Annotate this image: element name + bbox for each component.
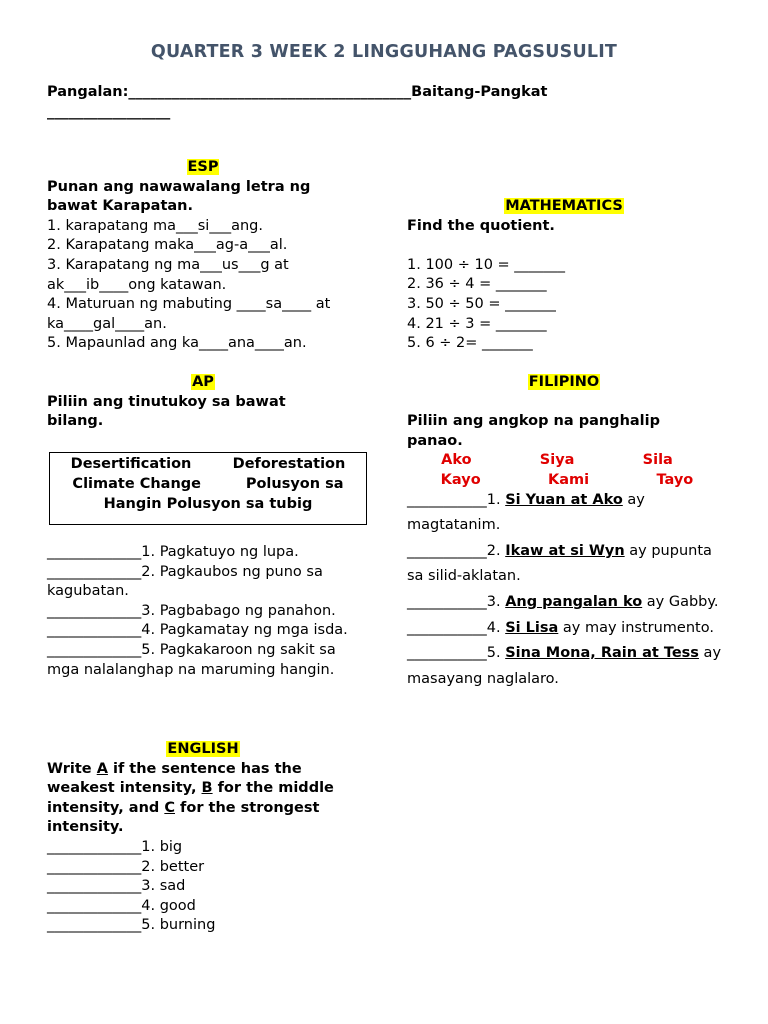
english-item: _____________2. better — [47, 858, 205, 875]
esp-instruction: Punan ang nawawalang letra ng bawat Karapatan. — [47, 178, 311, 215]
ap-heading: AP — [192, 374, 214, 390]
ap-choice: Climate Change — [72, 476, 201, 492]
math-item: 5. 6 ÷ 2= _______ — [407, 335, 533, 352]
ap-item: _____________1. Pagkatuyo ng lupa. — [47, 544, 299, 560]
math-section — [407, 197, 727, 354]
english-heading: ENGLISH — [167, 741, 239, 757]
esp-item: 3. Karapatang ng ma___us___g at ak___ib____ong katawan. — [47, 256, 289, 293]
esp-section — [47, 158, 347, 354]
ap-choice: Desertification — [70, 456, 192, 472]
english-instruction: Write A if the sentence has the weakest intensity, B for the middle intensity, and C for the strongest intensity. — [47, 760, 334, 836]
ap-choice: Hangin Polusyon sa tubig — [103, 496, 313, 512]
math-item: 3. 50 ÷ 50 = _______ — [407, 295, 556, 312]
english-item: _____________5. burning — [47, 917, 216, 934]
english-item: _____________3. sad — [47, 878, 186, 895]
esp-item: 5. Mapaunlad ang ka____ana____an. — [47, 335, 307, 352]
name-blank: _______________________________________ — [128, 84, 412, 100]
math-instruction: Find the quotient. — [407, 217, 555, 234]
filipino-item: ___________3. Ang pangalan ko ay Gabby. — [407, 593, 719, 610]
filipino-item: ___________4. Si Lisa ay may instrumento. — [407, 619, 714, 636]
ap-choices-box — [49, 452, 367, 525]
pronoun: Kayo — [440, 471, 481, 488]
english-item: _____________1. big — [47, 838, 183, 855]
ap-item: _____________5. Pagkakaroon ng sakit sa mga nalalanghap na maruming hangin. — [47, 641, 336, 678]
ap-instruction: Piliin ang tinutukoy sa bawat bilang. — [47, 393, 286, 430]
name-label: Pangalan: — [47, 84, 129, 100]
esp-heading: ESP — [187, 159, 219, 175]
math-item: 2. 36 ÷ 4 = _______ — [407, 276, 547, 293]
filipino-instruction: Piliin ang angkop na panghalip panao. — [407, 413, 660, 449]
ap-choice: Deforestation — [232, 456, 346, 472]
ap-section — [47, 373, 317, 432]
filipino-item: ___________1. Si Yuan at Ako ay magtatanim. — [407, 491, 645, 534]
name-grade-line — [47, 83, 547, 122]
esp-item: 2. Karapatang maka___ag-a___al. — [47, 237, 288, 254]
ap-choice: Polusyon sa — [245, 476, 344, 492]
esp-item: 4. Maturuan ng mabuting ____sa____ at ka____gal____an. — [47, 296, 331, 332]
pronoun: Ako — [441, 452, 472, 469]
math-heading: MATHEMATICS — [505, 198, 623, 214]
filipino-item: ___________2. Ikaw at si Wyn ay pupunta sa silid-aklatan. — [407, 542, 712, 585]
english-section — [47, 740, 347, 936]
esp-item: 1. karapatang ma___si___ang. — [47, 217, 263, 234]
filipino-heading: FILIPINO — [528, 374, 600, 390]
ap-item: _____________4. Pagkamatay ng mga isda. — [47, 622, 348, 639]
grade-label: Baitang-Pangkat — [411, 84, 548, 100]
ap-item: _____________2. Pagkaubos ng puno sa kagubatan. — [47, 563, 323, 600]
filipino-section — [407, 373, 727, 692]
grade-blank: _________________ — [47, 103, 171, 120]
pronoun: Siya — [539, 452, 575, 469]
math-item: 1. 100 ÷ 10 = _______ — [407, 256, 566, 273]
filipino-item: ___________5. Sina Mona, Rain at Tess ay masayang naglalaro. — [407, 645, 722, 687]
page-title: QUARTER 3 WEEK 2 LINGGUHANG PAGSUSULIT — [150, 42, 618, 62]
pronoun: Sila — [642, 452, 673, 469]
ap-item: _____________3. Pagbabago ng panahon. — [47, 602, 336, 619]
ap-items — [47, 543, 365, 680]
pronoun-row — [407, 451, 707, 471]
pronoun: Kami — [548, 471, 590, 488]
english-item: _____________4. good — [47, 897, 196, 914]
pronoun: Tayo — [656, 471, 694, 488]
math-item: 4. 21 ÷ 3 = _______ — [407, 315, 547, 332]
